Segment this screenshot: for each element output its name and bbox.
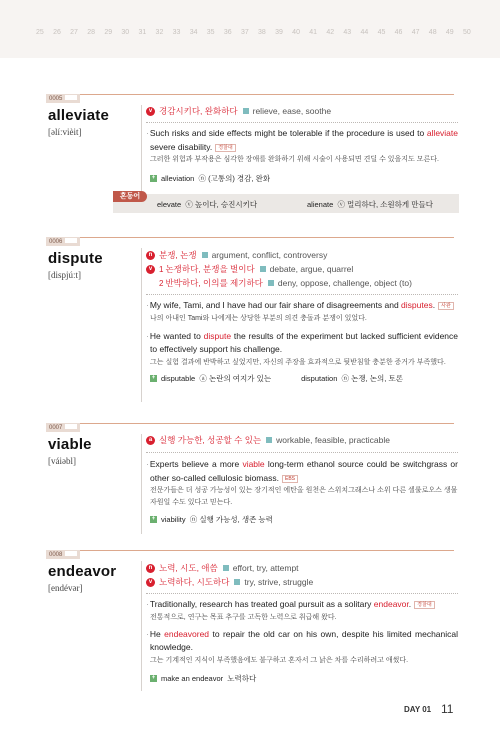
divider-dotted xyxy=(146,294,458,295)
highlight-word: viable xyxy=(242,459,265,469)
sense xyxy=(146,104,466,118)
synonyms: workable, feasible, practicable xyxy=(276,435,391,445)
sense-number: 2 xyxy=(159,278,164,288)
synonyms: deny, oppose, challenge, object (to) xyxy=(277,278,412,288)
divider-dotted xyxy=(146,122,458,123)
example-sentence: ·He wanted to dispute the results of the experiment but lacked sufficient evidence to effectively support his challenge. xyxy=(146,330,459,354)
sense xyxy=(146,248,466,262)
pronunciation: [váiəbl] xyxy=(48,456,76,466)
day-number: 29 xyxy=(104,29,113,36)
headword: alleviate xyxy=(48,107,110,124)
entry-rule xyxy=(46,423,454,432)
sense-list xyxy=(146,104,466,118)
sense-list xyxy=(146,433,466,447)
synonym-icon xyxy=(266,437,272,443)
derivative xyxy=(146,673,458,685)
day-number: 27 xyxy=(70,29,78,36)
checkbox-icon xyxy=(65,551,77,556)
day-number: 49 xyxy=(445,29,454,36)
entry-rule xyxy=(46,94,454,103)
example-translation: 전통적으로, 연구는 목표 추구를 고독한 노력으로 취급해 왔다. xyxy=(150,613,337,621)
day-number: 33 xyxy=(172,29,181,36)
divider-dotted xyxy=(146,593,458,594)
day-number: 42 xyxy=(326,29,335,36)
examples xyxy=(146,458,458,525)
pos-badge: a xyxy=(146,436,155,445)
highlight-word: dispute xyxy=(203,330,232,341)
day-number: 45 xyxy=(377,29,386,36)
meaning: 반박하다, 이의를 제기하다 xyxy=(165,278,263,288)
synonyms: try, strive, struggle xyxy=(244,577,314,587)
meaning: 노력하다, 시도하다 xyxy=(159,577,230,587)
example-sentence: ·Experts believe a more viable long-term ethanol source could be switchgrass or other so-called cellulosic biomass. EBS xyxy=(146,459,458,483)
derivative-word: disputation xyxy=(301,374,338,383)
synonym-icon xyxy=(234,579,240,585)
page-number: 11 xyxy=(441,702,454,716)
meaning: 경감시키다, 완화하다 xyxy=(159,106,238,116)
synonym-icon xyxy=(223,565,229,571)
examples xyxy=(146,299,458,385)
sense xyxy=(146,276,466,290)
day-number: 30 xyxy=(121,29,130,36)
highlight-word: disputes xyxy=(401,300,433,310)
day-number: 31 xyxy=(138,29,147,36)
checkbox-icon xyxy=(65,95,77,100)
plus-icon: + xyxy=(151,675,156,681)
day-number: 43 xyxy=(343,29,352,36)
sense-list xyxy=(146,248,466,290)
derivative-word: viability xyxy=(161,514,186,524)
plus-icon: + xyxy=(151,515,156,522)
day-number: 34 xyxy=(189,29,198,36)
pronunciation: [dispjúːt] xyxy=(48,270,81,280)
day-number: 37 xyxy=(240,29,249,36)
sense-list xyxy=(146,561,466,589)
entry-rule xyxy=(46,550,454,559)
highlight-word: endeavor xyxy=(373,599,409,609)
day-label: DAY 01 xyxy=(404,705,432,714)
entry-number: 0007 xyxy=(49,425,63,431)
entry-number: 0008 xyxy=(49,552,63,558)
day-number: 50 xyxy=(462,29,471,36)
meaning: 노력, 시도, 애씀 xyxy=(159,563,218,573)
sense-number: 1 xyxy=(159,264,164,274)
synonym-icon xyxy=(268,280,274,286)
entry-number-tag xyxy=(46,423,80,432)
meaning: 분쟁, 논쟁 xyxy=(159,250,197,260)
example-translation: 그러한 위험과 부작용은 심각한 장애를 완화하기 위해 시술이 사용되면 견딜 수 있을지도 모른다. xyxy=(150,156,439,163)
day-number: 41 xyxy=(309,29,318,36)
derivative xyxy=(146,513,458,525)
plus-icon: + xyxy=(151,174,156,181)
entry-number: 0006 xyxy=(49,239,63,245)
pronunciation: [endévər] xyxy=(48,583,83,593)
synonyms: debate, argue, quarrel xyxy=(269,264,354,274)
day-number: 38 xyxy=(258,29,266,36)
pos-badge: n xyxy=(146,251,155,260)
source-badge: 사관 xyxy=(438,302,454,310)
example-translation: 나의 아내인 Tami와 나에게는 상당한 부분의 의견 충돌과 분쟁이 있었다. xyxy=(150,314,367,322)
derivative-word: alleviation xyxy=(161,173,195,183)
checkbox-icon xyxy=(65,424,77,429)
synonym-icon xyxy=(260,266,266,272)
derivative-meaning: ⓝ (고통의) 경감, 완화 xyxy=(198,173,271,183)
highlight-word: endeavored xyxy=(164,628,210,639)
example-translation: 그는 기계적인 지식이 부족했음에도 불구하고 혼자서 그 낡은 차를 수리하려고 애썼다. xyxy=(150,656,409,664)
meaning: 실행 가능한, 성공할 수 있는 xyxy=(159,435,262,445)
synonym-icon xyxy=(243,108,249,114)
derivative xyxy=(146,172,458,184)
highlight-word: alleviate xyxy=(426,128,458,138)
confusable-item: elevate ⓥ 높이다, 승진시키다 xyxy=(157,200,258,209)
example-translation: 전문가들은 더 성공 가능성이 있는 장기적인 에탄올 원천은 스위치그래스나 소위 다른 셀룰로오스 생물 자원일 수도 있다고 믿는다. xyxy=(150,487,458,506)
day-number: 46 xyxy=(394,29,403,36)
entry-number-tag xyxy=(46,237,80,246)
day-number: 39 xyxy=(275,29,283,36)
derivative xyxy=(146,373,458,385)
examples xyxy=(146,598,458,685)
headword: endeavor xyxy=(48,563,117,580)
divider-vertical xyxy=(141,105,142,193)
checkbox-icon xyxy=(65,238,77,243)
day-number: 36 xyxy=(223,29,232,36)
top-bar xyxy=(0,0,500,58)
sense xyxy=(146,433,466,447)
source-badge: 경찰대 xyxy=(215,144,236,152)
sense xyxy=(146,262,466,276)
entry-number-tag xyxy=(46,94,80,103)
derivative-word: make an endeavor xyxy=(161,674,224,683)
entry-number: 0005 xyxy=(49,96,63,102)
day-number: 40 xyxy=(292,29,300,36)
sense xyxy=(146,561,466,575)
divider-vertical xyxy=(141,434,142,534)
sense xyxy=(146,575,466,589)
source-badge: EBS xyxy=(282,475,298,483)
divider-vertical xyxy=(141,561,142,691)
plus-icon: + xyxy=(151,375,156,381)
example-sentence: ·My wife, Tami, and I have had our fair share of disagreements and disputes. 사관 xyxy=(146,299,458,313)
day-number: 44 xyxy=(360,29,369,36)
confusable-item: alienate ⓥ 멀리하다, 소원하게 만들다 xyxy=(307,200,433,209)
day-number: 32 xyxy=(155,29,164,36)
pronunciation: [əlíːvièit] xyxy=(48,127,82,137)
example-translation: 그는 실험 결과에 반박하고 싶었지만, 자신의 주장을 효과적으로 뒷받침할 충분한 증거가 부족했다. xyxy=(150,358,446,366)
example-sentence: ·Traditionally, research has treated goal pursuit as a solitary endeavor. 경찰대 xyxy=(146,598,458,612)
derivative-meaning: ⓐ 논란의 여지가 있는 xyxy=(199,374,272,383)
example-sentence: ·He endeavored to repair the old car on his own, despite his limited mechanical knowledge. xyxy=(146,628,458,652)
headword: viable xyxy=(48,436,92,453)
day-number: 48 xyxy=(428,29,437,36)
example-sentence: ·Such risks and side effects might be tolerable if the procedure is used to alleviate severe disability. 경찰대 xyxy=(146,128,458,152)
synonyms: argument, conflict, controversy xyxy=(211,250,328,260)
day-number: 28 xyxy=(87,29,96,36)
source-badge: 경찰대 xyxy=(414,601,435,609)
confusables-label: 혼동어 xyxy=(113,191,147,202)
synonym-icon xyxy=(202,252,208,258)
pos-badge: v xyxy=(146,265,155,274)
derivative-meaning: ⓝ 논쟁, 논의, 토론 xyxy=(341,374,403,383)
entry-rule xyxy=(46,237,454,246)
day-number: 47 xyxy=(411,29,420,36)
synonyms: relieve, ease, soothe xyxy=(252,106,332,116)
headword: dispute xyxy=(48,250,103,267)
derivative-meaning: 노력하다 xyxy=(227,674,257,683)
synonyms: effort, try, attempt xyxy=(232,563,299,573)
pos-badge: n xyxy=(146,564,155,573)
derivative-meaning: ⓝ 실행 가능성, 생존 능력 xyxy=(189,514,273,524)
divider-dotted xyxy=(146,452,458,453)
pos-badge: v xyxy=(146,107,155,116)
day-number: 26 xyxy=(53,29,61,36)
pos-badge: v xyxy=(146,578,155,587)
examples xyxy=(146,127,458,184)
derivative-word: disputable xyxy=(161,374,196,383)
entry-number-tag xyxy=(46,550,80,559)
divider-vertical xyxy=(141,248,142,402)
day-number: 35 xyxy=(206,29,215,36)
day-number-strip xyxy=(36,29,471,36)
meaning: 논쟁하다, 분쟁을 벌이다 xyxy=(165,264,255,274)
day-number: 25 xyxy=(36,29,44,36)
